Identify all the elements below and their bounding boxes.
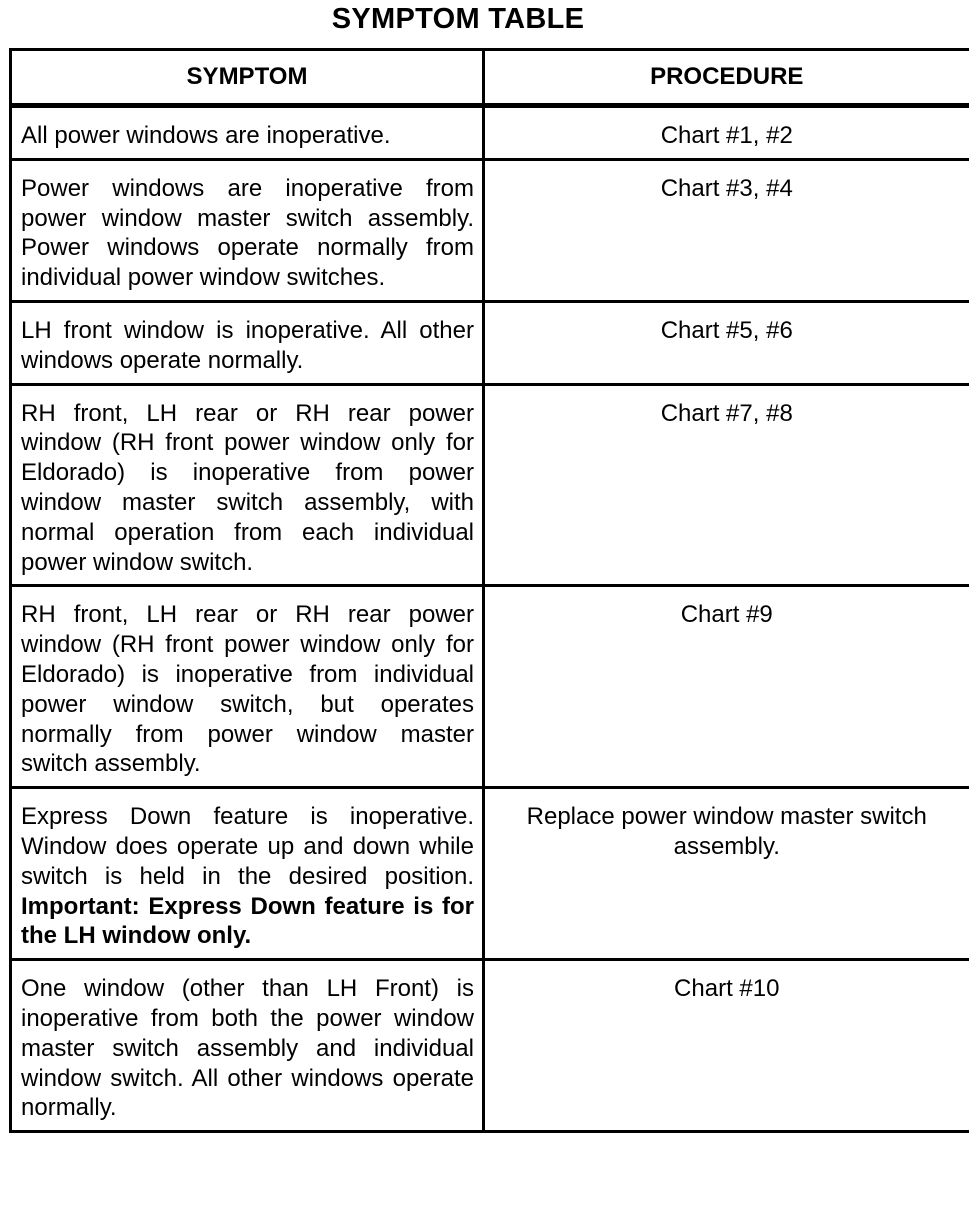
table-row: [11, 788, 969, 960]
table-row: [11, 384, 969, 586]
procedure-cell: Chart #10: [484, 960, 969, 1132]
table-row: [11, 960, 969, 1132]
symptom-text: RH front, LH rear or RH rear power window (RH front power window only for Eldorado) is inoperative from power window master switch assembly, with normal operation from each individual power window switch.: [21, 399, 474, 576]
important-note: Important: Express Down feature is for the LH window only.: [21, 892, 474, 950]
procedure-cell: Chart #7, #8: [484, 384, 969, 586]
symptom-table: [9, 48, 969, 1133]
page-title: SYMPTOM TABLE: [331, 3, 585, 35]
symptom-column-header: SYMPTOM: [11, 50, 484, 106]
table-row: [11, 106, 969, 160]
procedure-cell: Replace power window master switch assembly.: [484, 788, 969, 960]
symptom-cell: [11, 586, 484, 788]
symptom-cell: [11, 788, 484, 960]
procedure-column-header: PROCEDURE: [484, 50, 969, 106]
symptom-text: All power windows are inoperative.: [21, 122, 391, 149]
table-row: [11, 159, 969, 301]
symptom-cell: [11, 301, 484, 384]
table-row: [11, 301, 969, 384]
symptom-text: Power windows are inoperative from power window master switch assembly. Power windows operate normally from individual power window switches.: [21, 174, 474, 292]
symptom-text: One window (other than LH Front) is inoperative from both the power window master switch assembly and individual window switch. All other windows operate normally.: [21, 975, 474, 1122]
table-row: [11, 586, 969, 788]
procedure-cell: Chart #5, #6: [484, 301, 969, 384]
symptom-cell: [11, 960, 484, 1132]
symptom-text: Express Down feature is inoperative. Window does operate up and down while switch is held in the desired position.: [21, 803, 474, 890]
procedure-cell: Chart #9: [484, 586, 969, 788]
symptom-cell: [11, 384, 484, 586]
symptom-text: LH front window is inoperative. All other windows operate normally.: [21, 316, 474, 374]
symptom-cell: [11, 159, 484, 301]
table-header-row: [11, 50, 969, 106]
procedure-cell: Chart #3, #4: [484, 159, 969, 301]
symptom-cell: [11, 106, 484, 160]
symptom-text: RH front, LH rear or RH rear power window (RH front power window only for Eldorado) is inoperative from individual power window switch, but operates normally from power window master switch assembly.: [21, 601, 474, 778]
procedure-cell: Chart #1, #2: [484, 106, 969, 160]
